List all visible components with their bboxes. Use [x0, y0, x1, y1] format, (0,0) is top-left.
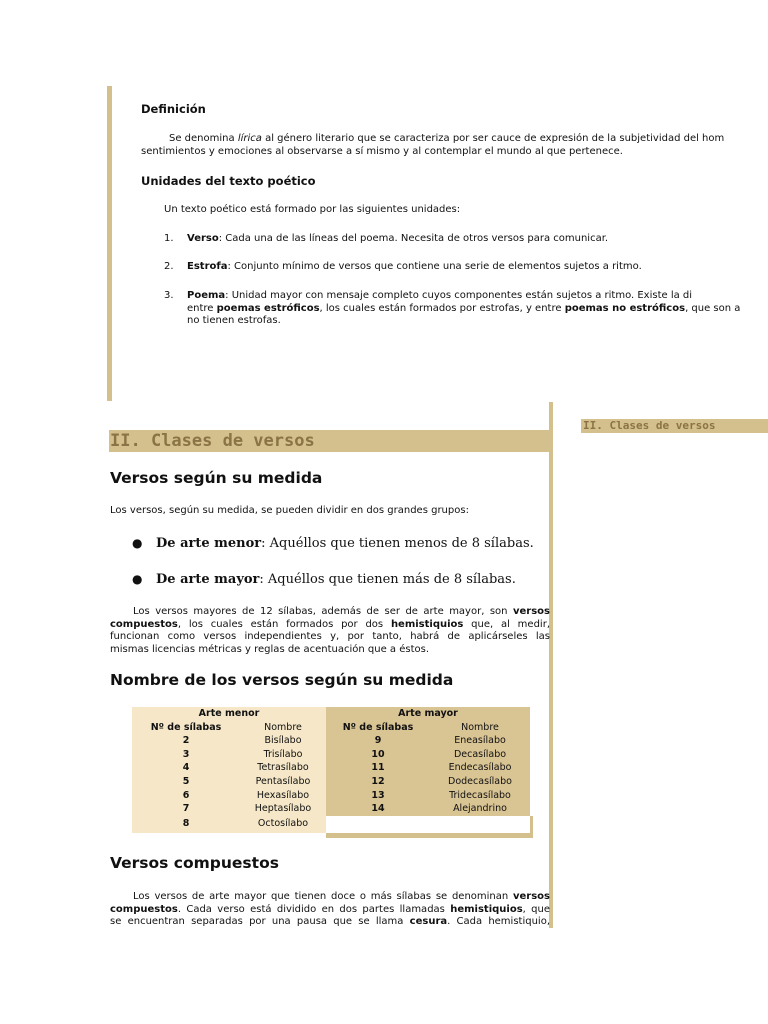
cell: 11: [326, 761, 430, 775]
cell: 9: [326, 734, 430, 748]
cell: Heptasílabo: [240, 802, 326, 816]
unidades-heading: Unidades del texto poético: [141, 174, 316, 188]
cell: 4: [132, 761, 240, 775]
col-nombre-mayor: Nombre: [430, 721, 530, 735]
table-row: [132, 748, 530, 762]
cell: 6: [132, 789, 240, 803]
cell: Decasílabo: [430, 748, 530, 762]
cell: Endecasílabo: [430, 761, 530, 775]
unidades-item-2: 2. Estrofa: Conjunto mínimo de versos que contiene una serie de elementos sujetos a ritmo.: [164, 261, 642, 272]
table-row: [132, 775, 530, 789]
cell: 12: [326, 775, 430, 789]
table-group-header: [132, 707, 530, 721]
table-row: [132, 734, 530, 748]
cell: Alejandrino: [430, 802, 530, 816]
cell: Trisílabo: [240, 748, 326, 762]
cell: 2: [132, 734, 240, 748]
compuestos-paragraph: Los versos de arte mayor que tienen doce o más sílabas se denominan versos compuestos. Cada verso está dividido en dos partes llamadas hemistiquios, que se encuentran separadas por una pausa que se llama cesura. Cada hemistiquio,: [110, 891, 551, 927]
cell: Tridecasílabo: [430, 789, 530, 803]
cell: 8: [132, 816, 240, 833]
definicion-heading: Definición: [141, 102, 206, 116]
bullet-arte-mayor: ● De arte mayor: Aquéllos que tienen más de 8 sílabas.: [132, 572, 516, 587]
cell: Hexasílabo: [240, 789, 326, 803]
unidades-item-1: 1. Verso: Cada una de las líneas del poema. Necesita de otros versos para comunicar.: [164, 233, 609, 244]
unidades-intro: Un texto poético está formado por las siguientes unidades:: [164, 204, 461, 215]
definicion-paragraph: Se denomina lírica al género literario que se caracteriza por ser cauce de expresión de la subjetividad del hom sentimientos y emociones al observarse a sí mismo y al contemplar el mundo al que pertenece.: [141, 133, 725, 157]
arte-mayor-header: Arte mayor: [326, 707, 530, 721]
cell: 10: [326, 748, 430, 762]
versos-table: [132, 707, 530, 833]
table-row: [132, 802, 530, 816]
cell: Bisílabo: [240, 734, 326, 748]
medida-intro: Los versos, según su medida, se pueden dividir en dos grandes grupos:: [110, 505, 469, 516]
cell: 14: [326, 802, 430, 816]
col-nombre-menor: Nombre: [240, 721, 326, 735]
cell: Octosílabo: [240, 816, 326, 833]
cell: Pentasílabo: [240, 775, 326, 789]
bullet-arte-menor: ● De arte menor: Aquéllos que tienen menos de 8 sílabas.: [132, 536, 534, 551]
right-border-bar: [549, 402, 553, 928]
nombres-heading: Nombre de los versos según su medida: [110, 671, 454, 689]
section-title: II. Clases de versos: [110, 431, 315, 451]
arte-menor-header: Arte menor: [132, 707, 326, 721]
cell: 5: [132, 775, 240, 789]
cell: Dodecasílabo: [430, 775, 530, 789]
cell: Tetrasílabo: [240, 761, 326, 775]
medida-heading: Versos según su medida: [110, 469, 323, 487]
table-row: [132, 789, 530, 803]
left-border-bar: [107, 86, 112, 401]
unidades-item-3: 3. Poema: Unidad mayor con mensaje completo cuyos componentes están sujetos a ritmo. Existe la di entre poemas estróficos, los cuales están formados por estrofas, y entre poemas no estróficos, que son a no tienen estrofas.: [164, 290, 741, 326]
cell: Eneasílabo: [430, 734, 530, 748]
col-silabas-menor: Nº de sílabas: [132, 721, 240, 735]
medida-paragraph: Los versos mayores de 12 sílabas, además de ser de arte mayor, son versos compuestos, los cuales están formados por dos hemistiquios que, al medir, funcionan como versos independientes y, por tanto, habrá de aplicárseles las mismas licencias métricas y reglas de acentuación que a éstos.: [110, 606, 550, 655]
table-row: [132, 816, 530, 833]
col-silabas-mayor: Nº de sílabas: [326, 721, 430, 735]
compuestos-heading: Versos compuestos: [110, 854, 279, 872]
table-column-header: [132, 721, 530, 735]
empty-cell: [326, 816, 530, 833]
table-row: [132, 761, 530, 775]
cell: 13: [326, 789, 430, 803]
side-title: II. Clases de versos: [583, 419, 716, 432]
cell: 7: [132, 802, 240, 816]
cell: 3: [132, 748, 240, 762]
